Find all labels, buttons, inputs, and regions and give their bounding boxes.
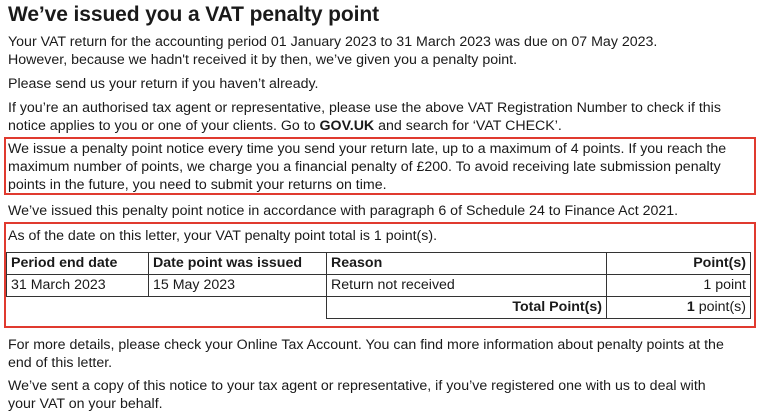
send-return-paragraph: Please send us your return if you haven’t already. (8, 76, 319, 92)
table-header-row (7, 253, 751, 275)
total-value (607, 297, 751, 319)
agent-line-2a: notice applies to you or one of your clients. Go to (8, 118, 320, 134)
agent-paragraph (8, 99, 758, 135)
col-date-issued: Date point was issued (149, 253, 327, 275)
total-label: Total Point(s) (327, 297, 607, 319)
agent-line-2b: and search for ‘VAT CHECK’. (374, 118, 562, 134)
gov-uk-text: GOV.UK (319, 118, 375, 134)
agent-copy-paragraph (8, 377, 758, 413)
copy-line-1: We’ve sent a copy of this notice to your tax agent or representative, if you’ve registered one with us to deal with (8, 378, 706, 394)
table-row (7, 275, 751, 297)
due-paragraph (8, 33, 758, 69)
col-reason: Reason (327, 253, 607, 275)
details-line-1: For more details, please check your Online Tax Account. You can find more information about penalty points at the (8, 337, 724, 353)
more-details-paragraph (8, 336, 758, 372)
total-value-unit: point(s) (694, 299, 746, 315)
cell-date-issued: 15 May 2023 (149, 275, 327, 297)
penalty-line-1: We issue a penalty point notice every time you send your return late, up to a maximum of 4 points. If you reach the (8, 141, 727, 157)
due-line-1: Your VAT return for the accounting period 01 January 2023 to 31 March 2023 was due on 07 May 2023. (8, 34, 658, 50)
points-total-paragraph: As of the date on this letter, your VAT penalty point total is 1 point(s). (8, 228, 438, 244)
cell-period-end-date: 31 March 2023 (7, 275, 149, 297)
legal-basis-paragraph: We’ve issued this penalty point notice in accordance with paragraph 6 of Schedule 24 to Finance Act 2021. (8, 203, 679, 219)
due-line-2: However, because we hadn't received it by then, we’ve given you a penalty point. (8, 52, 518, 68)
total-spacer (7, 297, 327, 319)
table-total-row (7, 297, 751, 319)
copy-line-2: your VAT on your behalf. (8, 396, 163, 412)
agent-line-1: If you’re an authorised tax agent or representative, please use the above VAT Registration Number to check if this (8, 100, 721, 116)
details-line-2: end of this letter. (8, 355, 113, 371)
penalty-line-2: maximum number of points, we charge you a financial penalty of £200. To avoid receiving late submission penalty (8, 159, 721, 175)
cell-reason: Return not received (327, 275, 607, 297)
col-points: Point(s) (607, 253, 751, 275)
penalty-points-table (6, 252, 751, 319)
penalty-line-3: points in the future, you need to submit your returns on time. (8, 177, 387, 193)
total-value-number: 1 (686, 299, 695, 315)
cell-points: 1 point (607, 275, 751, 297)
page-title: We’ve issued you a VAT penalty point (8, 3, 379, 26)
penalty-info-paragraph (8, 140, 758, 194)
col-period-end-date: Period end date (7, 253, 149, 275)
